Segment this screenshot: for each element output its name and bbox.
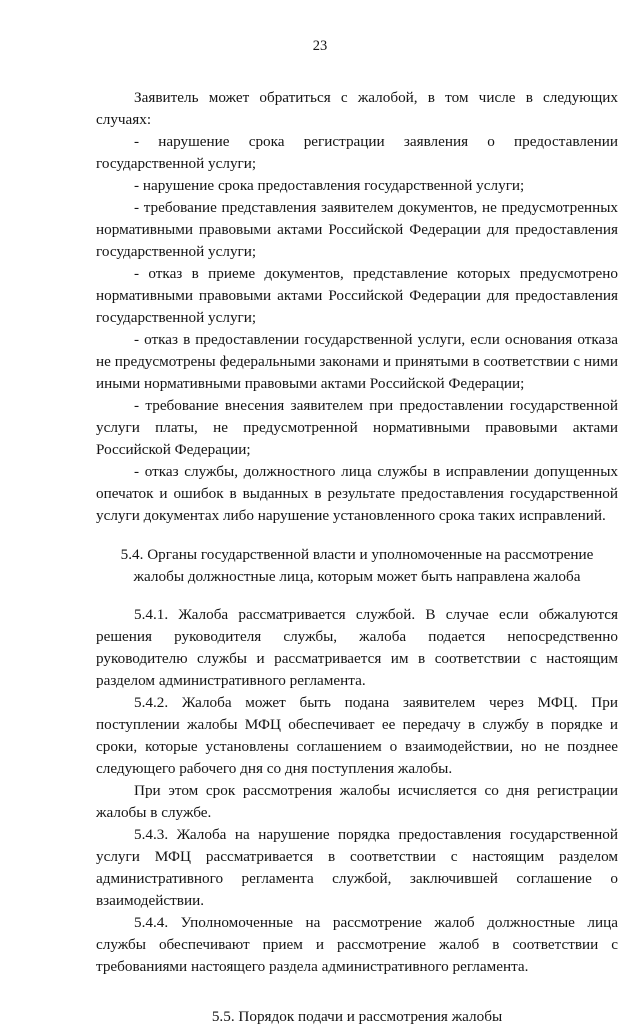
list-item: - отказ службы, должностного лица службы в исправлении допущенных опечаток и ошибок в выданных в результате предоставления государственной услуги документах либо нарушение установленного срока таких исправлений. — [96, 463, 618, 524]
document-body — [96, 87, 618, 1028]
section-5-4-heading: 5.4. Органы государственной власти и уполномоченные на рассмотрение жалобы должностные лица, которым может быть направлена жалоба — [120, 546, 594, 585]
paragraph-review-term: При этом срок рассмотрения жалобы исчисляется со дня регистрации жалобы в службе. — [96, 782, 618, 821]
paragraph-5-4-1: 5.4.1. Жалоба рассматривается службой. В случае если обжалуются решения руководителя службы, жалоба подается непосредственно руководителю службы и рассматривается им в соответствии с настоящим разделом административного регламента. — [96, 606, 618, 689]
list-item: - отказ в предоставлении государственной услуги, если основания отказа не предусмотрены федеральными законами и принятыми в соответствии с ними иными нормативными правовыми актами Российской Федерации; — [96, 331, 618, 392]
section-5-5-heading: 5.5. Порядок подачи и рассмотрения жалобы — [211, 1008, 503, 1025]
complaint-cases-list — [96, 131, 618, 527]
list-item: - отказ в приеме документов, представление которых предусмотрено нормативными правовыми актами Российской Федерации для предоставления государственной услуги; — [96, 265, 618, 326]
list-item: - требование внесения заявителем при предоставлении государственной услуги платы, не предусмотренной нормативными правовыми актами Российской Федерации; — [96, 397, 618, 458]
paragraph-5-4-2: 5.4.2. Жалоба может быть подана заявителем через МФЦ. При поступлении жалобы МФЦ обеспечивает ее передачу в службу в порядке и сроки, которые установлены соглашением о взаимодействии, но не позднее следующего рабочего дня со дня поступления жалобы. — [96, 694, 618, 777]
section-5-4-body — [96, 604, 618, 978]
paragraph-5-4-3: 5.4.3. Жалоба на нарушение порядка предоставления государственной услуги МФЦ рассматривается в соответствии с настоящим разделом административного регламента службой, заключившей соглашение о взаимодействии. — [96, 826, 618, 909]
paragraph-5-4-4: 5.4.4. Уполномоченные на рассмотрение жалоб должностные лица службы обеспечивают прием и рассмотрение жалоб в соответствии с требованиями настоящего раздела административного регламента. — [96, 914, 618, 975]
list-item: - нарушение срока регистрации заявления о предоставлении государственной услуги; — [96, 133, 618, 172]
list-item: - требование представления заявителем документов, не предусмотренных нормативными правовыми актами Российской Федерации для предоставления государственной услуги; — [96, 199, 618, 260]
list-item: - нарушение срока предоставления государственной услуги; — [134, 177, 525, 194]
intro-paragraph: Заявитель может обратиться с жалобой, в том числе в следующих случаях: — [96, 89, 618, 128]
page-number: 23 — [312, 38, 328, 54]
